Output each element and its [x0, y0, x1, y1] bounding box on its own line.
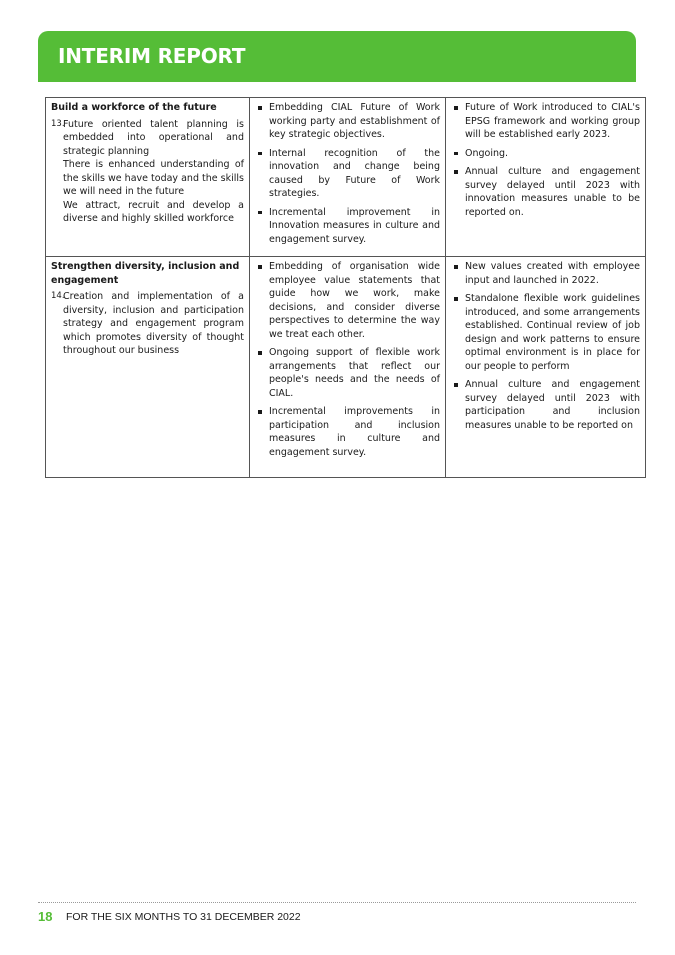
- actions-cell: [250, 98, 446, 257]
- action-text: Incremental improvement in Innovation measures in culture and engagement survey.: [269, 206, 440, 245]
- progress-text: Ongoing.: [465, 147, 509, 159]
- report-table: [45, 97, 646, 478]
- action-text: Embedding CIAL Future of Work working party and establishment of key strategic objectives.: [269, 102, 440, 140]
- list-item: [451, 147, 640, 161]
- action-text: Ongoing support of flexible work arrangements that reflect our people's needs and the needs of CIAL.: [269, 347, 440, 399]
- progress-text: Future of Work introduced to CIAL's EPSG framework and working group will be established early 2023.: [465, 102, 640, 140]
- list-item: [451, 378, 640, 432]
- list-item: [255, 147, 440, 201]
- list-item: [451, 165, 640, 219]
- action-text: Incremental improvements in participation and inclusion measures in culture and engagement survey.: [269, 406, 440, 458]
- objective-line: Creation and implementation of a diversity, inclusion and participation strategy and engagement program which promotes diversity of thought throughout our business: [63, 291, 244, 356]
- bullet-square-icon: [454, 265, 458, 269]
- actions-list: [255, 260, 440, 459]
- bullet-square-icon: [454, 383, 458, 387]
- objective-number: 13.: [51, 118, 65, 129]
- progress-list: [451, 260, 640, 432]
- progress-cell: [446, 257, 646, 478]
- page-title: INTERIM REPORT: [58, 44, 246, 68]
- bullet-square-icon: [454, 152, 458, 156]
- goal-cell: [46, 98, 250, 257]
- list-item: [451, 292, 640, 373]
- list-item: [255, 405, 440, 459]
- actions-cell: [250, 257, 446, 478]
- objective-number: 14.: [51, 291, 65, 301]
- goal-title: Build a workforce of the future: [51, 102, 217, 113]
- progress-text: New values created with employee input and launched in 2022.: [465, 261, 640, 286]
- list-item: [255, 346, 440, 400]
- objective-line: Future oriented talent planning is embedded into operational and strategic planning: [63, 118, 244, 157]
- progress-text: Standalone flexible work guidelines introduced, and some arrangements established. Continual review of job design and work patterns to ensure optimal environment is in place for our people to perform: [465, 293, 640, 372]
- bullet-square-icon: [258, 106, 262, 110]
- progress-list: [451, 101, 640, 219]
- list-item: [451, 260, 640, 287]
- bullet-square-icon: [258, 152, 262, 156]
- footer-text: FOR THE SIX MONTHS TO 31 DECEMBER 2022: [66, 911, 301, 923]
- bullet-square-icon: [258, 410, 262, 414]
- progress-text: Annual culture and engagement survey delayed until 2023 with participation and inclusion measures unable to be reported on: [465, 379, 640, 431]
- table-row: [46, 98, 646, 257]
- progress-cell: [446, 98, 646, 257]
- action-text: Internal recognition of the innovation and change being caused by Future of Work strategies.: [269, 147, 440, 199]
- goal-cell: [46, 257, 250, 478]
- list-item: [255, 206, 440, 247]
- bullet-square-icon: [454, 297, 458, 301]
- bullet-square-icon: [258, 265, 262, 269]
- progress-text: Annual culture and engagement survey delayed until 2023 with innovation measures unable to be reported on.: [465, 166, 640, 218]
- footer-divider: [38, 902, 636, 903]
- table-row: [46, 257, 646, 478]
- bullet-square-icon: [454, 170, 458, 174]
- goal-title: Strengthen diversity, inclusion and engagement: [51, 261, 240, 286]
- objective: [51, 290, 244, 358]
- action-text: Embedding of organisation wide employee value statements that guide how we work, make decisions, and consider diverse perspectives to determine the way we treat each other.: [269, 261, 440, 340]
- objective-line: We attract, recruit and develop a diverse and highly skilled workforce: [63, 199, 244, 224]
- bullet-square-icon: [454, 106, 458, 110]
- page-number: 18: [38, 909, 53, 924]
- bullet-square-icon: [258, 211, 262, 215]
- header-banner: [38, 31, 636, 82]
- actions-list: [255, 101, 440, 246]
- list-item: [255, 101, 440, 142]
- list-item: [255, 260, 440, 341]
- list-item: [451, 101, 640, 142]
- bullet-square-icon: [258, 351, 262, 355]
- objective: [51, 118, 244, 226]
- objective-line: There is enhanced understanding of the skills we have today and the skills we will need in the future: [63, 159, 244, 197]
